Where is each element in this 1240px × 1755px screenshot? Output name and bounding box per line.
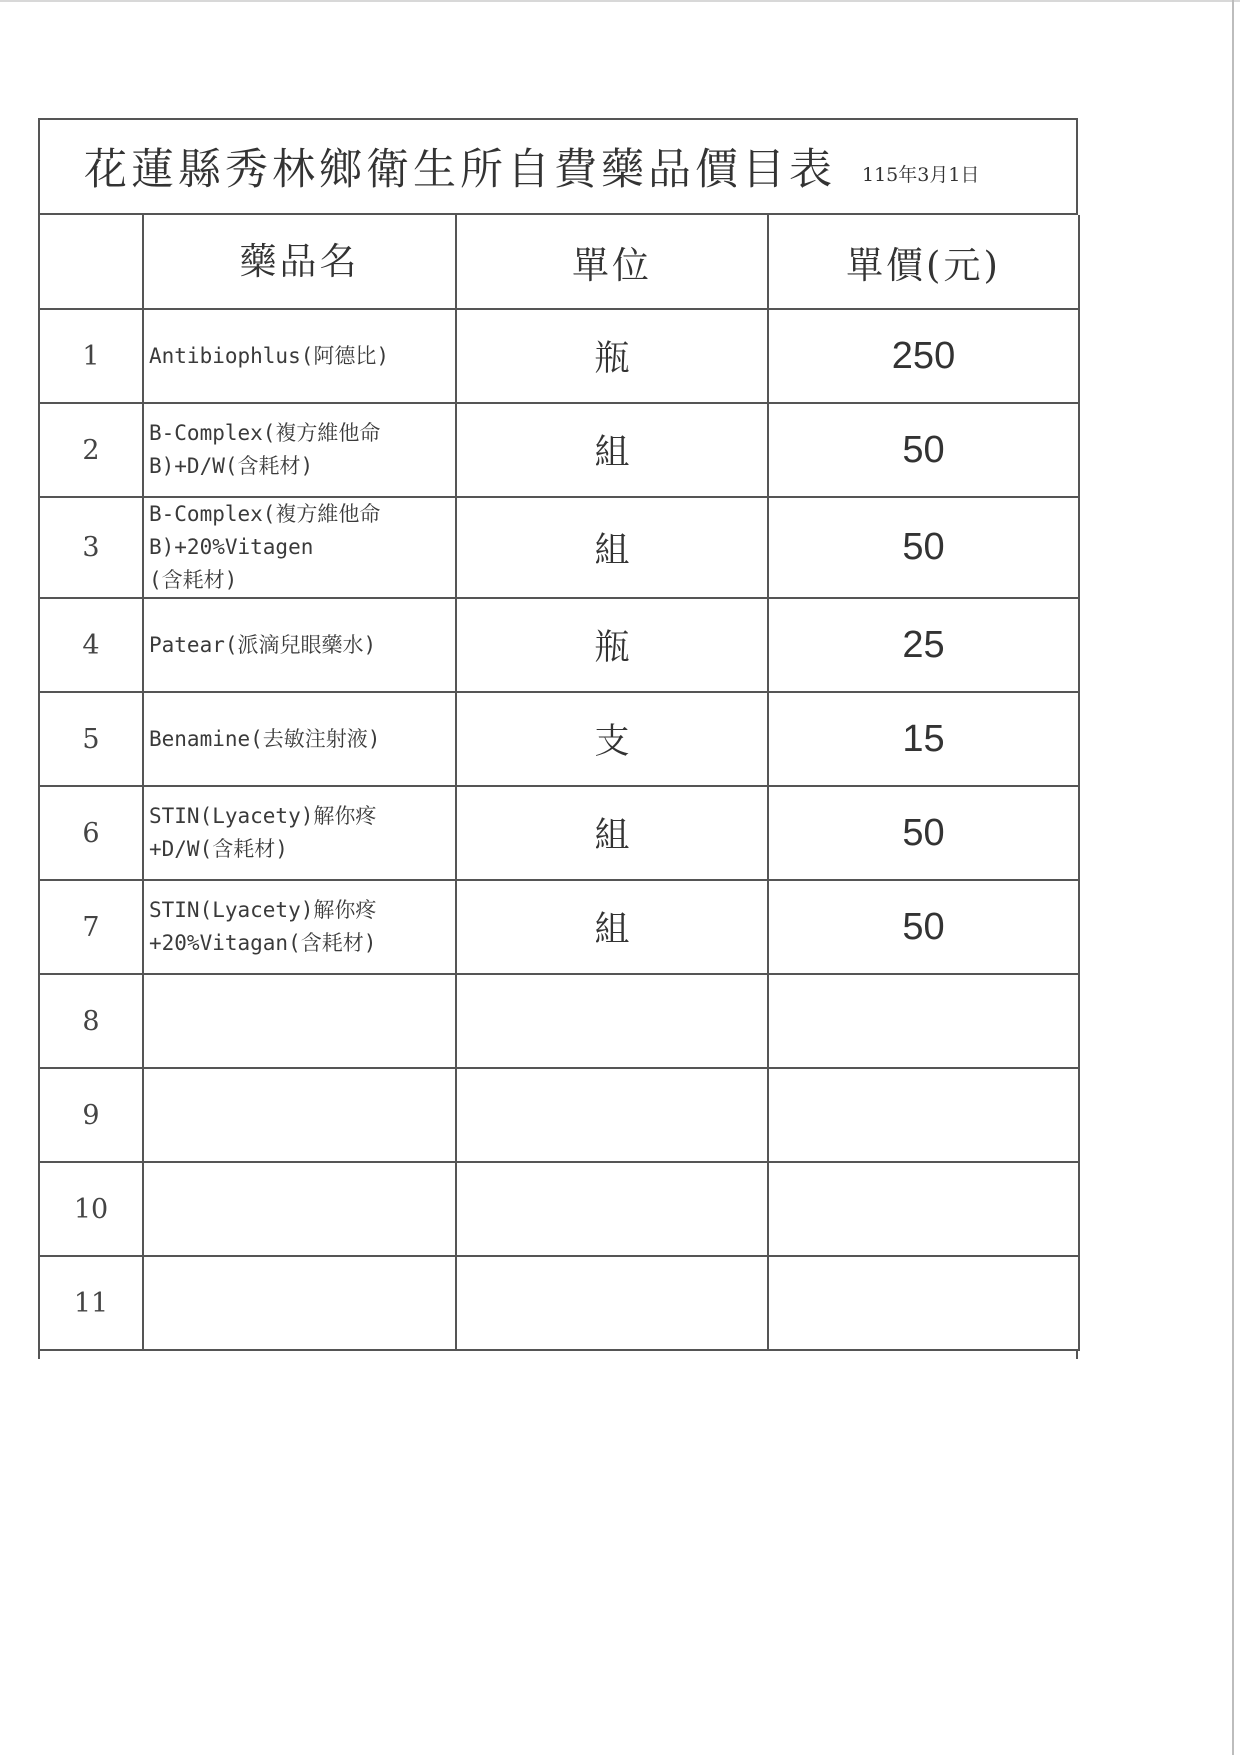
row-number: 3: [39, 497, 143, 598]
price-cell: [768, 1256, 1079, 1350]
row-number: 10: [39, 1162, 143, 1256]
unit-cell: 支: [456, 692, 768, 786]
header-no: [39, 215, 143, 309]
scan-edge-right: [1232, 0, 1234, 1755]
drug-name-cell: [143, 1162, 456, 1256]
price-cell: 50: [768, 880, 1079, 974]
table-row: [39, 598, 1079, 692]
row-number: 6: [39, 786, 143, 880]
drug-name-line: (含耗材): [149, 568, 238, 592]
drug-name-cell: [143, 598, 456, 692]
table-row: [39, 1256, 1079, 1350]
header-name: 藥品名: [143, 215, 456, 309]
unit-cell: 組: [456, 403, 768, 497]
drug-name-cell: [143, 880, 456, 974]
price-table: [38, 215, 1080, 1351]
drug-name-cell: [143, 1256, 456, 1350]
price-cell: [768, 1068, 1079, 1162]
unit-cell: 瓶: [456, 309, 768, 403]
drug-name-line: STIN(Lyacety)解你疼: [149, 898, 377, 922]
row-number: 8: [39, 974, 143, 1068]
drug-name-line: Antibiophlus(阿德比): [149, 343, 390, 368]
drug-name-cell: [143, 786, 456, 880]
drug-name-line: B-Complex(複方維他命: [149, 421, 381, 445]
table-body: [39, 309, 1079, 1350]
document-title: 花蓮縣秀林鄉衛生所自費藥品價目表: [84, 145, 836, 195]
drug-name-cell: [143, 974, 456, 1068]
drug-name-line: B-Complex(複方維他命: [149, 502, 381, 526]
table-row: [39, 786, 1079, 880]
drug-name-cell: [143, 309, 456, 403]
row-number: 9: [39, 1068, 143, 1162]
header-price: 單價(元): [768, 215, 1079, 309]
price-list-sheet: [38, 118, 1078, 1359]
table-row: [39, 974, 1079, 1068]
drug-name-line: +20%Vitagan(含耗材): [149, 931, 377, 955]
unit-cell: 組: [456, 497, 768, 598]
document-date: 115年3月1日: [862, 164, 980, 186]
price-cell: 25: [768, 598, 1079, 692]
table-row: [39, 692, 1079, 786]
drug-name-line: Benamine(去敏注射液): [149, 726, 381, 751]
row-number: 1: [39, 309, 143, 403]
table-row: [39, 309, 1079, 403]
price-cell: [768, 974, 1079, 1068]
scan-edge-top: [0, 0, 1240, 2]
table-header-row: [39, 215, 1079, 309]
title-row: [38, 118, 1078, 215]
unit-cell: 組: [456, 786, 768, 880]
unit-cell: [456, 1162, 768, 1256]
row-number: 4: [39, 598, 143, 692]
unit-cell: [456, 1068, 768, 1162]
table-row: [39, 1162, 1079, 1256]
drug-name-cell: [143, 1068, 456, 1162]
drug-name-line: B)+D/W(含耗材): [149, 454, 314, 478]
row-number: 2: [39, 403, 143, 497]
header-unit: 單位: [456, 215, 768, 309]
table-row: [39, 1068, 1079, 1162]
unit-cell: [456, 974, 768, 1068]
drug-name-cell: [143, 497, 456, 598]
drug-name-cell: [143, 403, 456, 497]
row-number: 5: [39, 692, 143, 786]
unit-cell: [456, 1256, 768, 1350]
table-row: [39, 880, 1079, 974]
drug-name-line: +D/W(含耗材): [149, 837, 288, 861]
row-number: 11: [39, 1256, 143, 1350]
drug-name-line: STIN(Lyacety)解你疼: [149, 804, 377, 828]
drug-name-cell: [143, 692, 456, 786]
price-cell: 250: [768, 309, 1079, 403]
price-cell: 15: [768, 692, 1079, 786]
price-cell: 50: [768, 497, 1079, 598]
row-number: 7: [39, 880, 143, 974]
table-row: [39, 497, 1079, 598]
drug-name-line: B)+20%Vitagen: [149, 535, 314, 559]
table-bottom-stub: [38, 1351, 1078, 1359]
table-row: [39, 403, 1079, 497]
unit-cell: 瓶: [456, 598, 768, 692]
price-cell: [768, 1162, 1079, 1256]
price-cell: 50: [768, 786, 1079, 880]
price-cell: 50: [768, 403, 1079, 497]
unit-cell: 組: [456, 880, 768, 974]
drug-name-line: Patear(派滴兒眼藥水): [149, 632, 377, 657]
